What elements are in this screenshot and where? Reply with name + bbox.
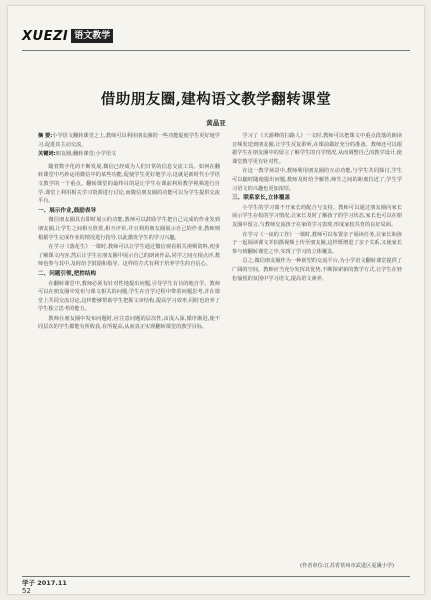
article-title: 借助朋友圈,建构语文教学翻转课堂 bbox=[100, 91, 332, 108]
left-column bbox=[38, 132, 220, 333]
body-paragraph: 在学习《一夜的工作》一课时,教师可以布置亲子阅读任务,让家长和孩子一起阅读课文并拍摄视频上传至朋友圈,这样既增进了亲子关系,又使家长参与到翻转课堂之中,实现了学习的立体覆盖。 bbox=[232, 231, 402, 255]
body-paragraph: 总之,微信朋友圈作为一种新型的交流平台,为小学语文翻转课堂提供了广阔的空间。教师应当充分发挥其优势,不断探索新的教学方式,让学生在轻松愉悦的氛围中学习语文,提高语文素养。 bbox=[232, 258, 402, 282]
column-name: 语文教学 bbox=[71, 29, 113, 43]
footer-rule bbox=[22, 576, 410, 577]
left-body bbox=[38, 163, 220, 332]
body-paragraph: 小学生的学习离不开家长的配合与支持。教师可以通过朋友圈向家长展示学生在校的学习情况,让家长及时了解孩子的学习状态,家长也可以在朋友圈中留言,与教师交流孩子在家的学习表现,形成家校共育的良好局面。 bbox=[232, 204, 402, 228]
abstract-label: 摘 要: bbox=[38, 133, 53, 139]
abstract-line bbox=[38, 132, 220, 149]
body-paragraph: 在学习《落花生》一课时,教师可以让学生通过微信观看相关视频资料,初步了解课文内容,然后让学生在朋友圈中展示自己的朗读作品,同学之间互相点评,教师也参与其中,及时给予鼓励和指导。这样的方式有利于培养学生的自信心。 bbox=[38, 244, 220, 268]
footer-publication: 学子 2017.11 bbox=[22, 579, 67, 587]
body-paragraph: 教师在朋友圈中发布问题时,应注意问题的层次性,由浅入深,循序渐进,使不同层次的学生都能有所收获,有所提高,从而真正实现翻转课堂的教学目标。 bbox=[38, 315, 220, 331]
body-paragraph: 学习了《天游峰的扫路人》一文时,教师可以把课文中重点段落的朗读音频发送到朋友圈,让学生反复聆听,在课前做好充分的准备。教师还可以根据学生在朋友圈中的留言了解学生的自学情况,从而调整自己的教学设计,使课堂教学更有针对性。 bbox=[232, 133, 402, 165]
header-rule bbox=[22, 50, 410, 51]
section-heading: 一、展示作业,鼓励表导 bbox=[38, 207, 97, 214]
author-affiliation: (作者单位:江苏省常州市武进区夏溪小学) bbox=[300, 563, 394, 569]
body-paragraph: 在这一教学场景中,教师利用朋友圈的互动功能,与学生共同探讨,学生可以随时随地提出问题,教师及时给予解答,师生之间的距离拉近了,学生学习语文的兴趣也更加浓厚。 bbox=[232, 168, 402, 192]
keywords-text: 朋友圈;翻转课堂;小学语文 bbox=[55, 151, 117, 158]
abstract-text: 小学语文翻转课堂之上,教师可以利用朋友圈的一些功能促使学生更好地学习,促进其主动交流。 bbox=[38, 133, 220, 148]
right-body bbox=[232, 132, 402, 283]
body-paragraph: 微信朋友圈具有即时展示的功能,教师可以鼓励学生把自己完成的作业发到朋友圈,让学生之间相互欣赏,相互评价,并且利用朋友圈展示自己的作业,教师则根据学生完成作业的情况进行指导,以此激发学生的学习兴趣。 bbox=[38, 217, 220, 241]
body-paragraph: 随着数字化的不断发展,微信已经成为人们日常的信息交流工具。如何在翻转课堂中巧妙运用微信中的某些功能,促使学生更好地学习,这就是新时代小学语文教学的一个重点。翻转课堂的最终目的是让学生在课前利用教学视频进行自学,课堂上利用相关学习资源进行讨论,而微信朋友圈的功能可以为学生提供交流平台。 bbox=[38, 163, 220, 205]
body-paragraph: 在翻转课堂中,教师必须有针对性地提出问题,引导学生有目的地自学。教师可以在朋友圈中发布与课文相关的问题,学生在自学过程中带着问题思考,并在课堂上共同交流讨论,这样能够帮助学生把握文章结构,提高学习效率,同时也培养了学生独立思考的能力。 bbox=[38, 280, 220, 313]
running-header bbox=[22, 26, 113, 46]
keywords-label: 关键词: bbox=[38, 151, 56, 158]
abstract-block bbox=[38, 132, 220, 159]
section-heading: 二、问题引领,把控结构 bbox=[38, 270, 97, 277]
journal-page bbox=[8, 6, 424, 594]
page-number: 52 bbox=[22, 587, 31, 594]
article-author: 黄晶亚 bbox=[206, 119, 226, 127]
journal-brand: XUEZI bbox=[22, 28, 69, 44]
keywords-line bbox=[38, 150, 220, 159]
section-heading: 三、联系家长,立体覆盖 bbox=[232, 195, 291, 202]
right-column bbox=[232, 132, 402, 284]
